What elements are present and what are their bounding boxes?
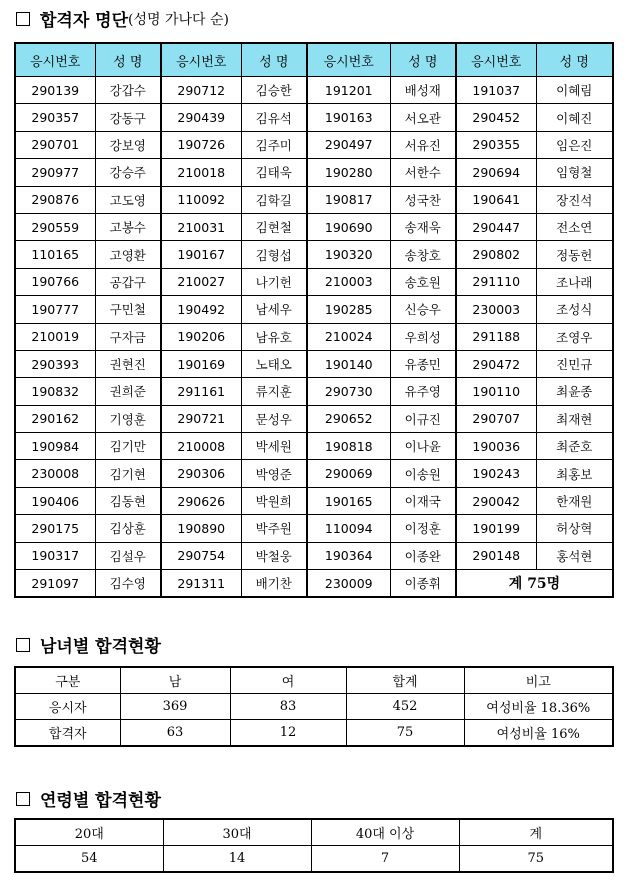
name-cell: 박주원 (241, 515, 307, 542)
exam-no-cell: 290652 (307, 405, 390, 432)
gender-header-cell: 합계 (346, 667, 464, 694)
exam-no-cell: 290694 (456, 159, 536, 186)
exam-no-cell: 291110 (456, 268, 536, 295)
exam-no-cell: 210019 (15, 323, 95, 350)
table-row (15, 515, 613, 542)
name-cell: 나기헌 (241, 268, 307, 295)
section-roster-heading (16, 6, 229, 31)
header-name: 성 명 (536, 43, 613, 77)
exam-no-cell: 290042 (456, 487, 536, 514)
exam-no-cell: 190163 (307, 104, 390, 131)
name-cell: 김현철 (241, 213, 307, 240)
roster-title: 합격자 명단 (40, 11, 129, 31)
name-cell: 최재현 (536, 405, 613, 432)
gender-applicants-row (15, 694, 613, 720)
name-cell: 유주영 (390, 378, 456, 405)
table-row (15, 487, 613, 514)
name-cell: 최윤종 (536, 378, 613, 405)
exam-no-cell: 290701 (15, 131, 95, 158)
exam-no-cell: 290754 (161, 542, 241, 569)
gender-cell: 여성비율 18.36% (464, 694, 613, 720)
name-cell: 문성우 (241, 405, 307, 432)
name-cell: 구민철 (95, 296, 161, 323)
name-cell: 성국찬 (390, 186, 456, 213)
exam-no-cell: 190199 (456, 515, 536, 542)
total-count: 계 75명 (456, 570, 613, 598)
age-header-cell: 40대 이상 (311, 819, 459, 846)
gender-cell: 응시자 (15, 694, 120, 720)
age-value-cell: 75 (459, 846, 613, 873)
exam-no-cell: 190641 (456, 186, 536, 213)
exam-no-cell: 190364 (307, 542, 390, 569)
gender-header-cell: 여 (230, 667, 346, 694)
name-cell: 김기만 (95, 433, 161, 460)
header-exam-no: 응시번호 (456, 43, 536, 77)
name-cell: 진민규 (536, 350, 613, 377)
exam-no-cell: 290472 (456, 350, 536, 377)
exam-no-cell: 190984 (15, 433, 95, 460)
gender-header-row (15, 667, 613, 694)
name-cell: 조나래 (536, 268, 613, 295)
exam-no-cell: 210024 (307, 323, 390, 350)
name-cell: 김주미 (241, 131, 307, 158)
name-cell: 김기현 (95, 460, 161, 487)
name-cell: 한재원 (536, 487, 613, 514)
exam-no-cell: 190832 (15, 378, 95, 405)
exam-no-cell: 190320 (307, 241, 390, 268)
exam-no-cell: 290393 (15, 350, 95, 377)
table-row (15, 296, 613, 323)
name-cell: 류지훈 (241, 378, 307, 405)
age-header-row (15, 819, 613, 846)
exam-no-cell: 290162 (15, 405, 95, 432)
name-cell: 이혜진 (536, 104, 613, 131)
name-cell: 허상혁 (536, 515, 613, 542)
table-row (15, 405, 613, 432)
header-name: 성 명 (95, 43, 161, 77)
exam-no-cell: 190110 (456, 378, 536, 405)
name-cell: 최준호 (536, 433, 613, 460)
exam-no-cell: 290452 (456, 104, 536, 131)
header-exam-no: 응시번호 (307, 43, 390, 77)
name-cell: 이나윤 (390, 433, 456, 460)
table-row (15, 542, 613, 569)
exam-no-cell: 290876 (15, 186, 95, 213)
exam-no-cell: 291097 (15, 570, 95, 598)
gender-cell: 여성비율 16% (464, 720, 613, 747)
name-cell: 박원희 (241, 487, 307, 514)
exam-no-cell: 190167 (161, 241, 241, 268)
age-table (14, 818, 614, 873)
exam-no-cell: 190165 (307, 487, 390, 514)
exam-no-cell: 190280 (307, 159, 390, 186)
exam-no-cell: 191037 (456, 77, 536, 104)
name-cell: 김태욱 (241, 159, 307, 186)
name-cell: 정동헌 (536, 241, 613, 268)
age-values-row (15, 846, 613, 873)
name-cell: 임형철 (536, 159, 613, 186)
name-cell: 임은진 (536, 131, 613, 158)
exam-no-cell: 190492 (161, 296, 241, 323)
exam-no-cell: 291311 (161, 570, 241, 598)
name-cell: 서유진 (390, 131, 456, 158)
name-cell: 고봉수 (95, 213, 161, 240)
exam-no-cell: 110165 (15, 241, 95, 268)
exam-no-cell: 290139 (15, 77, 95, 104)
name-cell: 조영우 (536, 323, 613, 350)
section-gender-heading (16, 632, 161, 657)
name-cell: 서한수 (390, 159, 456, 186)
table-row (15, 159, 613, 186)
name-cell: 이종휘 (390, 570, 456, 598)
exam-no-cell: 110092 (161, 186, 241, 213)
gender-header-cell: 구분 (15, 667, 120, 694)
name-cell: 서오관 (390, 104, 456, 131)
exam-no-cell: 190690 (307, 213, 390, 240)
exam-no-cell: 290559 (15, 213, 95, 240)
gender-title: 남녀별 합격현황 (40, 637, 161, 657)
gender-table (14, 666, 614, 747)
name-cell: 김형섭 (241, 241, 307, 268)
name-cell: 우희성 (390, 323, 456, 350)
section-age-heading (16, 786, 161, 811)
exam-no-cell: 290497 (307, 131, 390, 158)
table-row (15, 77, 613, 104)
exam-no-cell: 230009 (307, 570, 390, 598)
name-cell: 유종민 (390, 350, 456, 377)
exam-no-cell: 190169 (161, 350, 241, 377)
checkbox-square-icon (16, 792, 30, 806)
checkbox-square-icon (16, 638, 30, 652)
exam-no-cell: 230008 (15, 460, 95, 487)
name-cell: 김승한 (241, 77, 307, 104)
name-cell: 기영훈 (95, 405, 161, 432)
name-cell: 김유석 (241, 104, 307, 131)
name-cell: 송창호 (390, 241, 456, 268)
name-cell: 권희준 (95, 378, 161, 405)
name-cell: 조성식 (536, 296, 613, 323)
exam-no-cell: 290707 (456, 405, 536, 432)
exam-no-cell: 290977 (15, 159, 95, 186)
name-cell: 박철웅 (241, 542, 307, 569)
name-cell: 노태오 (241, 350, 307, 377)
exam-no-cell: 110094 (307, 515, 390, 542)
exam-no-cell: 210008 (161, 433, 241, 460)
roster-table (14, 42, 614, 598)
table-row (15, 241, 613, 268)
exam-no-cell: 190036 (456, 433, 536, 460)
age-value-cell: 7 (311, 846, 459, 873)
age-header-cell: 계 (459, 819, 613, 846)
name-cell: 공갑구 (95, 268, 161, 295)
age-value-cell: 14 (163, 846, 311, 873)
name-cell: 배성재 (390, 77, 456, 104)
gender-cell: 63 (120, 720, 230, 747)
table-row (15, 186, 613, 213)
name-cell: 김학길 (241, 186, 307, 213)
name-cell: 강승주 (95, 159, 161, 186)
name-cell: 고도영 (95, 186, 161, 213)
name-cell: 이송원 (390, 460, 456, 487)
exam-no-cell: 291161 (161, 378, 241, 405)
table-row (15, 131, 613, 158)
exam-no-cell: 290721 (161, 405, 241, 432)
exam-no-cell: 290175 (15, 515, 95, 542)
table-row (15, 323, 613, 350)
exam-no-cell: 230003 (456, 296, 536, 323)
name-cell: 홍석현 (536, 542, 613, 569)
gender-cell: 369 (120, 694, 230, 720)
name-cell: 장진석 (536, 186, 613, 213)
exam-no-cell: 190817 (307, 186, 390, 213)
name-cell: 이규진 (390, 405, 456, 432)
roster-subtitle: (성명 가나다 순) (128, 11, 229, 28)
table-row (15, 570, 613, 598)
name-cell: 배기찬 (241, 570, 307, 598)
name-cell: 권현진 (95, 350, 161, 377)
checkbox-square-icon (16, 12, 30, 26)
exam-no-cell: 190818 (307, 433, 390, 460)
name-cell: 강동구 (95, 104, 161, 131)
exam-no-cell: 191201 (307, 77, 390, 104)
gender-header-cell: 비고 (464, 667, 613, 694)
name-cell: 김설우 (95, 542, 161, 569)
exam-no-cell: 190766 (15, 268, 95, 295)
table-row (15, 213, 613, 240)
table-row (15, 104, 613, 131)
name-cell: 김수영 (95, 570, 161, 598)
exam-no-cell: 190317 (15, 542, 95, 569)
exam-no-cell: 210027 (161, 268, 241, 295)
exam-no-cell: 290306 (161, 460, 241, 487)
gender-header-cell: 남 (120, 667, 230, 694)
exam-no-cell: 190243 (456, 460, 536, 487)
age-header-cell: 20대 (15, 819, 163, 846)
header-exam-no: 응시번호 (15, 43, 95, 77)
exam-no-cell: 290439 (161, 104, 241, 131)
exam-no-cell: 290712 (161, 77, 241, 104)
age-header-cell: 30대 (163, 819, 311, 846)
name-cell: 이재국 (390, 487, 456, 514)
name-cell: 남세우 (241, 296, 307, 323)
name-cell: 송재욱 (390, 213, 456, 240)
name-cell: 신승우 (390, 296, 456, 323)
gender-cell: 12 (230, 720, 346, 747)
exam-no-cell: 290357 (15, 104, 95, 131)
exam-no-cell: 210031 (161, 213, 241, 240)
exam-no-cell: 291188 (456, 323, 536, 350)
name-cell: 김동현 (95, 487, 161, 514)
table-row (15, 433, 613, 460)
name-cell: 송호원 (390, 268, 456, 295)
name-cell: 남유호 (241, 323, 307, 350)
name-cell: 고영환 (95, 241, 161, 268)
name-cell: 김상훈 (95, 515, 161, 542)
exam-no-cell: 210018 (161, 159, 241, 186)
name-cell: 박영준 (241, 460, 307, 487)
exam-no-cell: 190777 (15, 296, 95, 323)
roster-header-row (15, 43, 613, 77)
exam-no-cell: 210003 (307, 268, 390, 295)
name-cell: 이정훈 (390, 515, 456, 542)
header-exam-no: 응시번호 (161, 43, 241, 77)
table-row (15, 460, 613, 487)
name-cell: 구자금 (95, 323, 161, 350)
age-value-cell: 54 (15, 846, 163, 873)
exam-no-cell: 190206 (161, 323, 241, 350)
table-row (15, 268, 613, 295)
header-name: 성 명 (390, 43, 456, 77)
exam-no-cell: 190140 (307, 350, 390, 377)
name-cell: 최홍보 (536, 460, 613, 487)
exam-no-cell: 290447 (456, 213, 536, 240)
age-title: 연령별 합격현황 (40, 791, 161, 811)
header-name: 성 명 (241, 43, 307, 77)
table-row (15, 350, 613, 377)
name-cell: 이혜림 (536, 77, 613, 104)
gender-cell: 83 (230, 694, 346, 720)
exam-no-cell: 290148 (456, 542, 536, 569)
name-cell: 박세원 (241, 433, 307, 460)
exam-no-cell: 290069 (307, 460, 390, 487)
gender-cell: 합격자 (15, 720, 120, 747)
exam-no-cell: 290355 (456, 131, 536, 158)
gender-cell: 452 (346, 694, 464, 720)
exam-no-cell: 290626 (161, 487, 241, 514)
gender-passers-row (15, 720, 613, 747)
exam-no-cell: 290730 (307, 378, 390, 405)
gender-cell: 75 (346, 720, 464, 747)
exam-no-cell: 190726 (161, 131, 241, 158)
exam-no-cell: 190406 (15, 487, 95, 514)
exam-no-cell: 290802 (456, 241, 536, 268)
name-cell: 강갑수 (95, 77, 161, 104)
exam-no-cell: 190285 (307, 296, 390, 323)
table-row (15, 378, 613, 405)
name-cell: 전소연 (536, 213, 613, 240)
name-cell: 이종완 (390, 542, 456, 569)
name-cell: 강보영 (95, 131, 161, 158)
exam-no-cell: 190890 (161, 515, 241, 542)
